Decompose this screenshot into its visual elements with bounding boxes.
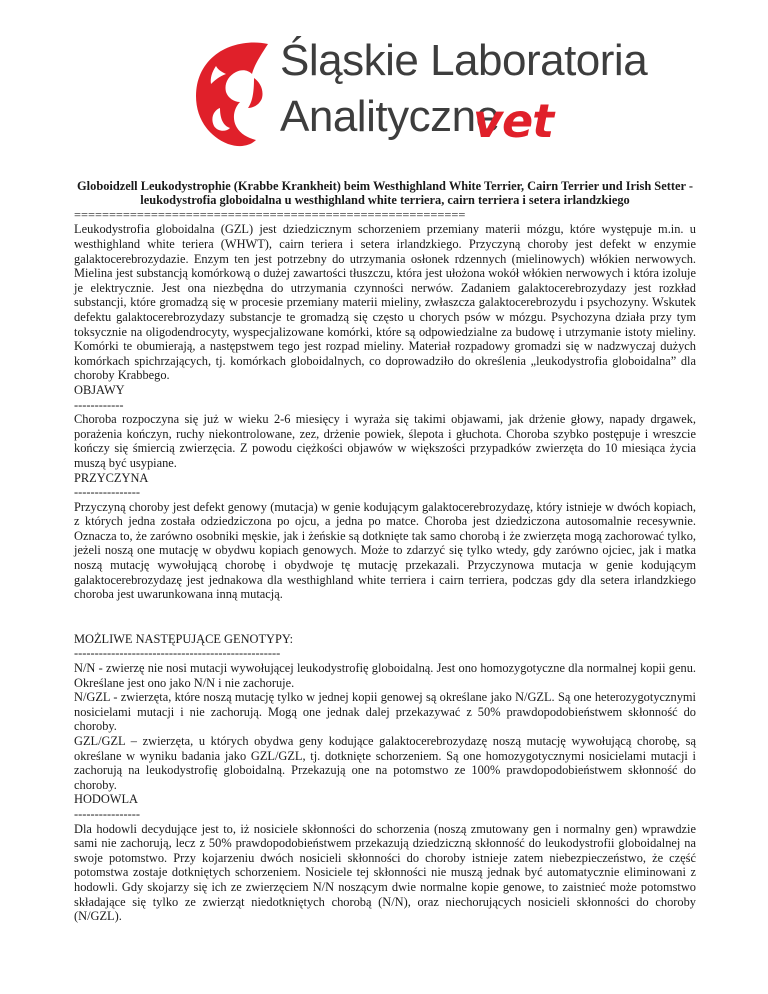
title-separator: ========================================================: [74, 207, 466, 222]
genotype-nn-paragraph: N/N - zwierzę nie nosi mutacji wywołującej leukodystrofię globoidalną. Jest ono homozygotyczne dla normalnej kopii genu. Określane jest ono jako N/N i nie zachoruje.: [74, 661, 696, 690]
symptoms-separator: ------------: [74, 397, 124, 412]
genotypes-heading: MOŻLIWE NASTĘPUJĄCE GENOTYPY:: [74, 631, 294, 646]
document-title: Globoidzell Leukodystrophie (Krabbe Krankheit) beim Westhighland White Terrier, Cairn Terrier und Irish Setter - leukodystrofia globoidalna u westhighland white terriera, cairn terriera i setera irlandzkiego: [77, 179, 693, 208]
logo-title-line2: Analityczne: [280, 92, 500, 141]
symptoms-heading: OBJAWY: [74, 382, 125, 397]
animal-silhouette-icon: [190, 38, 276, 148]
cause-paragraph: Przyczyną choroby jest defekt genowy (mutacja) w genie kodującym galaktocerebrozydazę, który istnieje w dwóch kopiach, z których jedna została odziedziczona po ojcu, a jedna po matce. Choroba jest dziedziczona autosomalnie recesywnie. Oznacza to, że zarówno osobniki męskie, jak i żeńskie są dotknięte tak samo chorobą i że zwierzęta mogą zachorować tylko, jeżeli noszą one mutację w obydwu kopiach genowych. Może to zdarzyć się tylko wtedy, gdy zarówno ojciec, jak i matka noszą mutację wywołującą chorobę i obydwoje tę mutację przekazali. Przyczynowa mutacja w genie kodującym galaktocerebrozydazę jest jednakowa dla westhighland white terriera i cairn terriera, podczas gdy dla setera irlandzkiego choroba jest uwarunkowana inną mutacją.: [74, 499, 696, 602]
logo-vet-mark: vet: [473, 94, 554, 148]
breeding-separator: ----------------: [74, 806, 141, 821]
genotype-gzlgzl-paragraph: GZL/GZL – zwierzęta, u których obydwa geny kodujące galaktocerebrozydazę noszą mutację wywołującą chorobę, są określane w wyniku badania jako GZL/GZL, tj. dotknięte schorzeniem. Są one homozygotycznymi nosicielami mutacji i zachorują na leukodystrofię globoidalną. Przekazują one na potomstwo ze 100% prawdopodobieństwem skłonność do choroby.: [74, 734, 696, 792]
breeding-heading: HODOWLA: [74, 792, 139, 807]
symptoms-paragraph: Choroba rozpoczyna się już w wieku 2-6 miesięcy i wyraża się takimi objawami, jak drżenie głowy, napady drgawek, porażenia kończyn, ruchy niekontrolowane, zez, drżenie powiek, ślepota i głuchota. Choroba szybko postępuje i wreszcie kończy się śmiercią zwierzęcia. Z powodu ciężkości objawów w większości przypadków zwierzęta do 10 miesiąca życia muszą być usypiane.: [74, 412, 696, 470]
cause-heading: PRZYCZYNA: [74, 470, 149, 485]
intro-paragraph: Leukodystrofia globoidalna (GZL) jest dziedzicznym schorzeniem przemiany materii mózgu, które występuje m.in. u westhighland white teriera (WHWT), cairn teriera i setera irlandzkiego. Przyczyną choroby jest defekt w enzymie galaktocerebrozydazie. Enzym ten jest potrzebny do utrzymania osłonek rdzennych (mielinowych) włókien nerwowych. Mielina jest substancją komórkową o dużej zawartości tłuszczu, która jest ułożona wokół włókien nerwowych i która izoluje je elektrycznie. Jest ona niezbędna do utrzymania czynności nerwów. Zadaniem galaktocerebrozydazy jest rozkład substancji, które gromadzą się w procesie przemiany materii mieliny, zwłaszcza galaktocerebrozydu i psychozyny. Wskutek defektu galaktocerebrozydazy substancje te gromadzą się często u chorych psów w mózgu. Psychozyna działa przy tym toksycznie na oligodendrocyty, wyspecjalizowane komórki, które są odpowiedzialne za budowę i utrzymanie istoty mieliny. Komórki te obumierają, a następstwem tego jest rozpad mieliny. Materiał rozpadowy gromadzi się w nadzwyczaj dużych komórkach spichrzających, tj. komórkach globoidalnych, co doprowadziło do określenia „leukodystrofia globoidalna” dla choroby Krabbego.: [74, 222, 696, 383]
cause-separator: ----------------: [74, 485, 141, 500]
breeding-paragraph: Dla hodowli decydujące jest to, iż nosiciele skłonności do schorzenia (noszą zmutowany gen i normalny gen) wprawdzie sami nie zachorują, lecz z 50% prawdopodobieństwem przekazują dziedziczną skłonność do leukodystrofii globoidalnej na swoje potomstwo. Przy kojarzeniu dwóch nosicieli skłonności do choroby istnieje zatem niebezpieczeństwo, że część potomstwa zostaje dotkniętych schorzeniem. Nosiciele tej skłonności nie muszą jednak być automatycznie eliminowani z hodowli. Gdy skojarzy się ich ze zwierzęciem N/N noszącym dwie normalne kopie genowe, to zaistnieć może potomstwo składające się tylko ze zwierząt niedotkniętych chorobą (N/N), oraz niechorujących nosicieli skłonności do choroby (N/GZL).: [74, 821, 696, 924]
company-logo: [190, 30, 648, 160]
logo-title-line1: Śląskie Laboratoria: [280, 36, 648, 85]
genotype-ngzl-paragraph: N/GZL - zwierzęta, które noszą mutację tylko w jednej kopii genowej są określane jako N/GZL. Są one heterozygotycznymi nosicielami mutacji i nie zachorują. Mogą one jednak dalej przekazywać z 50% prawdopodobieństwem skłonność do choroby.: [74, 690, 696, 734]
document-body: [74, 179, 696, 924]
genotypes-separator: --------------------------------------------------: [74, 646, 281, 661]
